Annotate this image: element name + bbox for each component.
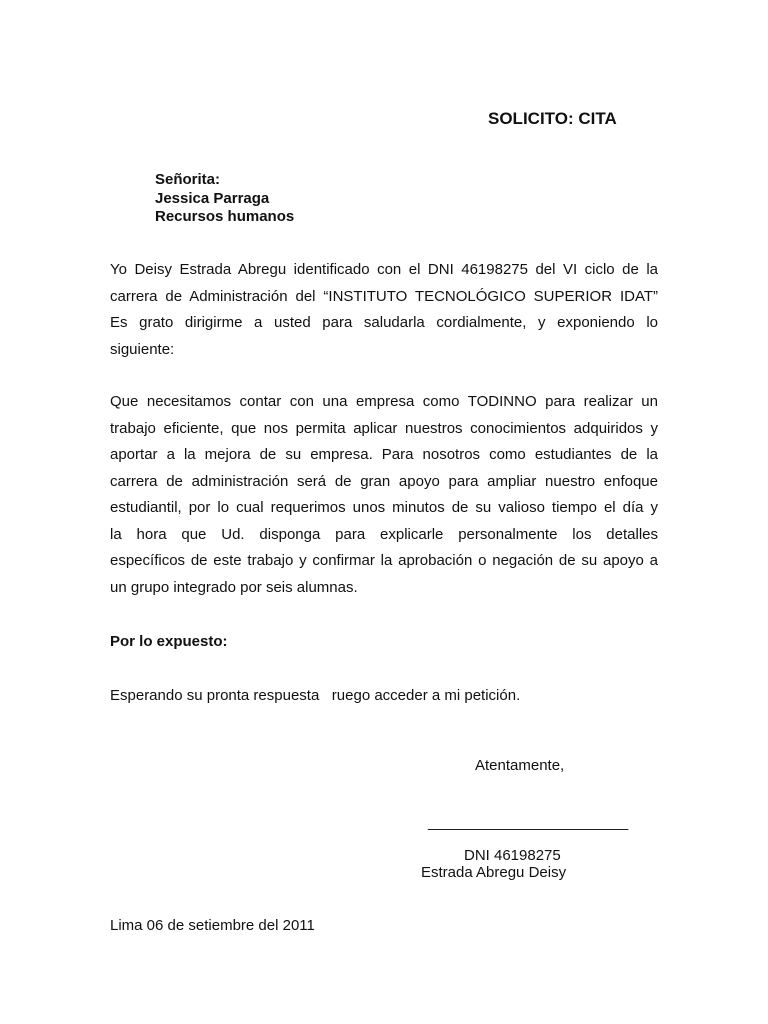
closing-request: Esperando su pronta respuesta ruego acceder a mi petición. xyxy=(110,687,521,704)
regards-text: Atentamente, xyxy=(475,757,565,774)
letter-subject: SOLICITO: CITA xyxy=(488,109,617,128)
request-paragraph xyxy=(110,389,658,601)
paragraph-line: Que necesitamos contar con una empresa como TODINNO para realizar un xyxy=(110,393,658,410)
paragraph-line: la hora que Ud. disponga para explicarle personalmente los detalles xyxy=(110,525,658,543)
paragraph-line: trabajo eficiente, que nos permita aplicar nuestros conocimientos adquiridos y xyxy=(110,419,658,437)
paragraph-line: carrera de Administración del “INSTITUTO TECNOLÓGICO SUPERIOR IDAT” xyxy=(110,287,658,305)
paragraph-line: Yo Deisy Estrada Abregu identificado con el DNI 46198275 del VI ciclo de la xyxy=(110,261,658,278)
introduction-paragraph xyxy=(110,257,658,363)
signature-dni: DNI 46198275 xyxy=(464,847,561,864)
paragraph-line: un grupo integrado por seis alumnas. xyxy=(110,578,358,596)
addressee-salutation: Señorita: xyxy=(155,171,221,188)
addressee-block xyxy=(155,171,294,227)
paragraph-line: Es grato dirigirme a usted para saludarla cordialmente, y exponiendo lo xyxy=(110,314,658,331)
paragraph-line: siguiente: xyxy=(110,340,175,358)
section-heading: Por lo expuesto: xyxy=(110,633,228,650)
addressee-name: Jessica Parraga xyxy=(155,189,270,207)
addressee-department: Recursos humanos xyxy=(155,208,295,225)
place-and-date: Lima 06 de setiembre del 2011 xyxy=(110,917,315,934)
paragraph-line: específicos de este trabajo y confirmar la aprobación o negación de su apoyo a xyxy=(110,552,658,569)
signature-line: ________________________ xyxy=(428,814,629,831)
paragraph-line: aportar a la mejora de su empresa. Para nosotros como estudiantes de la xyxy=(110,446,658,463)
paragraph-line: estudiantil, por lo cual requerimos unos minutos de su valioso tiempo el día y xyxy=(110,499,658,516)
paragraph-line: carrera de administración será de gran apoyo para ampliar nuestro enfoque xyxy=(110,472,658,490)
signature-name: Estrada Abregu Deisy xyxy=(421,864,567,881)
